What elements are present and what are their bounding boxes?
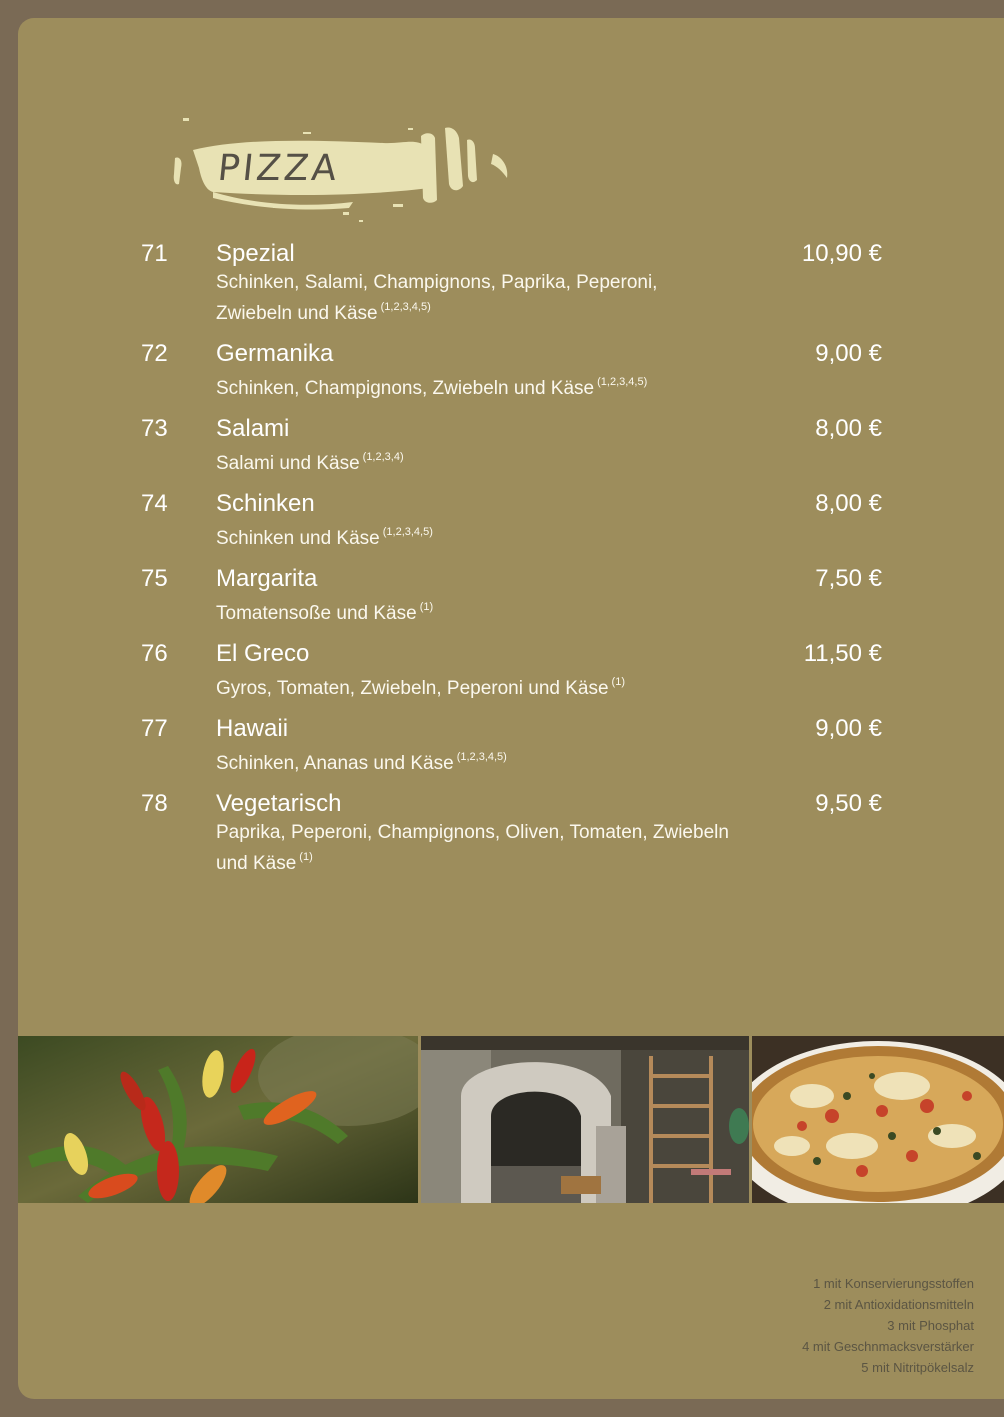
section-title: PIZZA bbox=[215, 148, 342, 189]
item-additives: (1) bbox=[419, 601, 434, 613]
item-ingredients: Salami und Käse bbox=[216, 453, 360, 474]
footnote-line: 4 mit Geschnmacksverstärker bbox=[802, 1339, 974, 1354]
item-description bbox=[216, 445, 736, 476]
item-name: Vegetarisch bbox=[216, 790, 342, 817]
menu-page bbox=[18, 18, 1004, 1399]
footnote-line: 2 mit Antioxidationsmitteln bbox=[823, 1297, 974, 1312]
item-name: Margarita bbox=[216, 565, 318, 592]
item-price: 8,00 € bbox=[815, 490, 882, 517]
item-ingredients: Schinken, Ananas und Käse bbox=[216, 753, 454, 774]
item-number: 72 bbox=[141, 340, 168, 367]
item-additives: (1,2,3,4) bbox=[362, 451, 404, 463]
footnote-line: 1 mit Konservierungsstoffen bbox=[813, 1276, 974, 1291]
item-description bbox=[216, 820, 736, 876]
item-number: 77 bbox=[141, 715, 168, 742]
item-name: Germanika bbox=[216, 340, 334, 367]
item-ingredients: Schinken und Käse bbox=[216, 528, 380, 549]
item-number: 75 bbox=[141, 565, 168, 592]
item-name: Spezial bbox=[216, 240, 295, 267]
item-price: 9,50 € bbox=[815, 790, 882, 817]
item-description bbox=[216, 670, 736, 701]
item-name: Hawaii bbox=[216, 715, 289, 742]
item-description bbox=[216, 370, 736, 401]
item-description bbox=[216, 595, 736, 626]
item-name: Salami bbox=[216, 415, 290, 442]
item-additives: (1) bbox=[299, 851, 313, 863]
item-name: El Greco bbox=[216, 640, 310, 667]
item-ingredients: Paprika, Peperoni, Champignons, Oliven, Tomaten, Zwiebeln und Käse bbox=[216, 822, 729, 874]
item-description bbox=[216, 520, 736, 551]
item-number: 78 bbox=[141, 790, 168, 817]
item-additives: (1,2,3,4,5) bbox=[380, 301, 431, 313]
item-number: 76 bbox=[141, 640, 168, 667]
item-additives: (1) bbox=[611, 676, 625, 688]
item-price: 7,50 € bbox=[815, 565, 882, 592]
item-ingredients: Tomatensoße und Käse bbox=[216, 603, 417, 624]
item-additives: (1,2,3,4,5) bbox=[456, 751, 507, 763]
item-ingredients: Schinken, Champignons, Zwiebeln und Käse bbox=[216, 378, 595, 399]
item-additives: (1,2,3,4,5) bbox=[597, 376, 648, 388]
item-additives: (1,2,3,4,5) bbox=[382, 526, 433, 538]
item-number: 73 bbox=[141, 415, 168, 442]
item-price: 9,00 € bbox=[815, 715, 882, 742]
pizza-photo bbox=[752, 1036, 1004, 1203]
item-name: Schinken bbox=[216, 490, 315, 517]
item-ingredients: Schinken, Salami, Champignons, Paprika, Peperoni, Zwiebeln und Käse bbox=[216, 272, 658, 324]
item-price: 8,00 € bbox=[815, 415, 882, 442]
item-price: 9,00 € bbox=[815, 340, 882, 367]
section-heading bbox=[153, 108, 523, 228]
item-number: 74 bbox=[141, 490, 168, 517]
footnote-line: 3 mit Phosphat bbox=[887, 1318, 974, 1333]
photo-strip bbox=[18, 1036, 1004, 1203]
additives-legend bbox=[802, 1273, 974, 1378]
stone-oven-photo bbox=[421, 1036, 749, 1203]
chili-peppers-photo bbox=[18, 1036, 418, 1203]
item-price: 11,50 € bbox=[803, 640, 882, 667]
footnote-line: 5 mit Nitritpökelsalz bbox=[861, 1360, 974, 1375]
item-ingredients: Gyros, Tomaten, Zwiebeln, Peperoni und Käse bbox=[216, 678, 609, 699]
item-number: 71 bbox=[141, 240, 168, 267]
item-description bbox=[216, 270, 736, 326]
item-price: 10,90 € bbox=[801, 240, 882, 267]
item-description bbox=[216, 745, 736, 776]
